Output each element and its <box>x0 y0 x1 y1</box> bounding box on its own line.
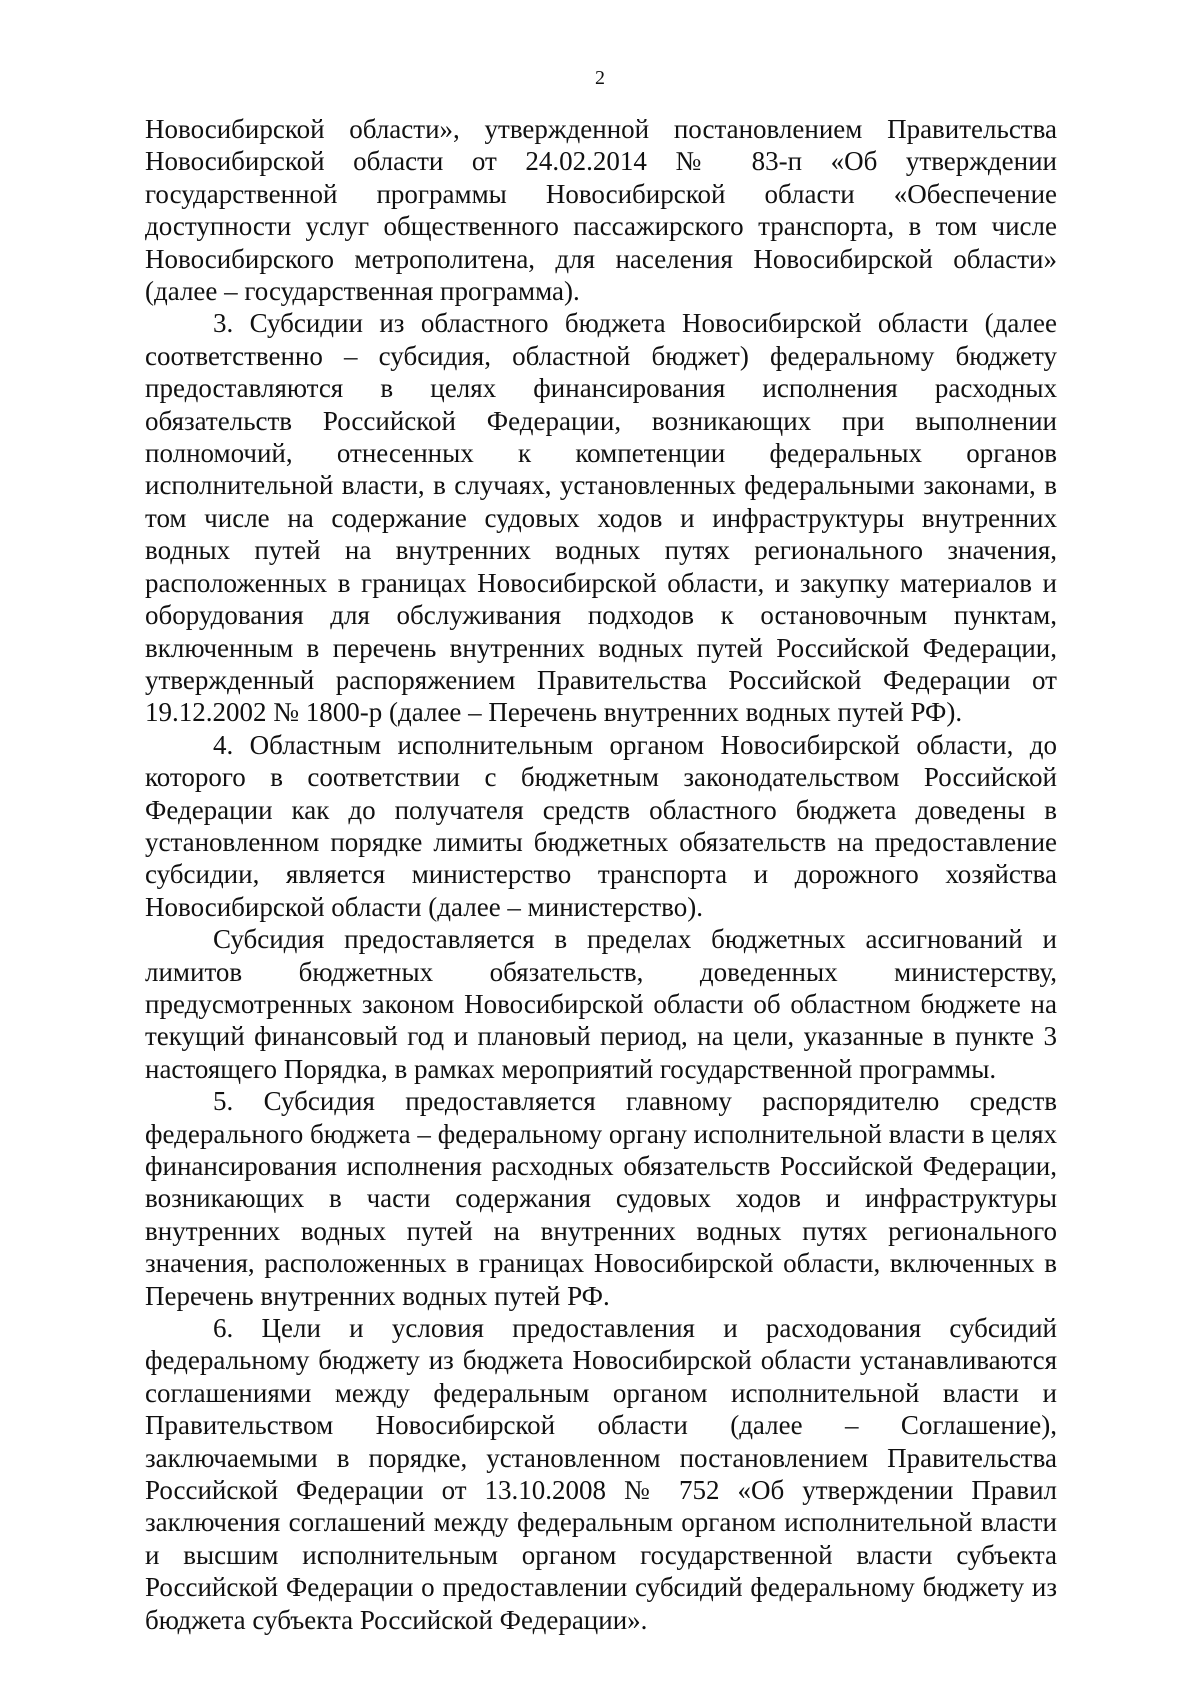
page-number: 2 <box>595 67 605 89</box>
paragraph-item-4-continuation: Субсидия предоставляется в пределах бюджетных ассигнований и лимитов бюджетных обязательств, доведенных министерству, предусмотренных законом Новосибирской области об областном бюджете на текущий финансовый год и плановый период, на цели, указанные в пункте 3 настоящего Порядка, в рамках мероприятий государственной программы. <box>145 924 1057 1084</box>
paragraph-continuation: Новосибирской области», утвержденной постановлением Правительства Новосибирской области от 24.02.2014 № 83-п «Об утверждении государственной программы Новосибирской области «Обеспечение доступности услуг общественного пассажирского транспорта, в том числе Новосибирского метрополитена, для населения Новосибирской области» (далее – государственная программа). <box>145 114 1057 307</box>
paragraph-item-4: 4. Областным исполнительным органом Новосибирской области, до которого в соответствии с бюджетным законодательством Российской Федерации как до получателя средств областного бюджета доведены в установленном порядке лимиты бюджетных обязательств на предоставление субсидии, является министерство транспорта и дорожного хозяйства Новосибирской области (далее – министерство). <box>145 729 1057 922</box>
paragraph-item-3: 3. Субсидии из областного бюджета Новосибирской области (далее соответственно – субсидия, областной бюджет) федеральному бюджету предоставляются в целях финансирования исполнения расходных обязательств Российской Федерации, возникающих при выполнении полномочий, отнесенных к компетенции федеральных органов исполнительной власти, в случаях, установленных федеральными законами, в том числе на содержание судовых ходов и инфраструктуры внутренних водных путей на внутренних водных путях регионального значения, расположенных в границах Новосибирской области, и закупку материалов и оборудования для обслуживания подходов к остановочным пунктам, включенным в перечень внутренних водных путей Российской Федерации, утвержденный распоряжением Правительства Российской Федерации от 19.12.2002 № 1800-р (далее – Перечень внутренних водных путей РФ). <box>145 308 1057 728</box>
document-body <box>145 113 1057 1636</box>
paragraph-item-6: 6. Цели и условия предоставления и расходования субсидий федеральному бюджету из бюджета Новосибирской области устанавливаются соглашениями между федеральным органом исполнительной власти и Правительством Новосибирской области (далее – Соглашение), заключаемыми в порядке, установленном постановлением Правительства Российской Федерации от 13.10.2008 № 752 «Об утверждении Правил заключения соглашений между федеральным органом исполнительной власти и высшим исполнительным органом государственной власти субъекта Российской Федерации о предоставлении субсидий федеральному бюджету из бюджета субъекта Российской Федерации». <box>145 1313 1057 1635</box>
paragraph-item-5: 5. Субсидия предоставляется главному распорядителю средств федерального бюджета – федеральному органу исполнительной власти в целях финансирования исполнения расходных обязательств Российской Федерации, возникающих в части содержания судовых ходов и инфраструктуры внутренних водных путей на внутренних водных путях регионального значения, расположенных в границах Новосибирской области, включенных в Перечень внутренних водных путей РФ. <box>145 1086 1057 1311</box>
